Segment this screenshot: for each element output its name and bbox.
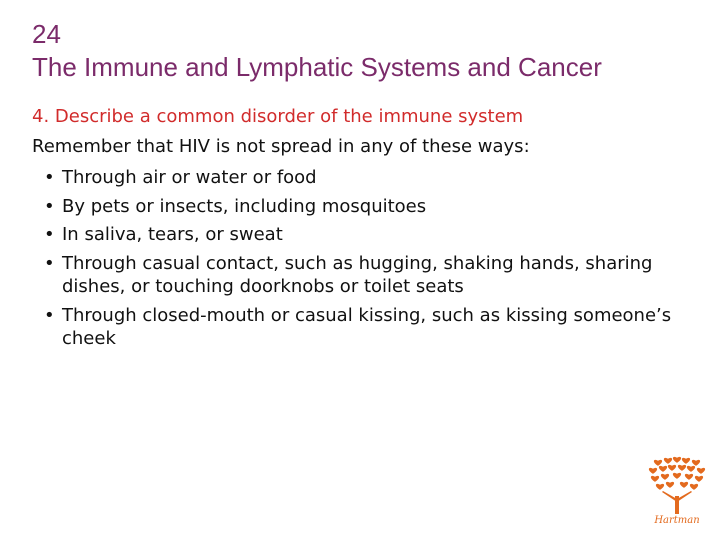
chapter-title: The Immune and Lymphatic Systems and Cancer — [32, 52, 602, 82]
slide-title — [32, 18, 602, 84]
heart-leaf — [682, 458, 690, 464]
bullet-item: • Through air or water or food — [32, 166, 672, 190]
heart-leaf — [687, 466, 695, 472]
heart-leaf — [656, 484, 664, 490]
heart-leaf — [668, 465, 676, 471]
heart-leaf — [678, 465, 686, 471]
heart-leaf — [661, 474, 669, 480]
bullet-list — [32, 166, 672, 356]
heart-leaf — [695, 476, 703, 482]
heart-leaf — [680, 482, 688, 488]
heart-leaf — [654, 460, 662, 466]
heart-leaf — [685, 474, 693, 480]
bullet-item: • Through closed-mouth or casual kissing, such as kissing someone’s cheek — [32, 304, 672, 351]
heart-leaf — [659, 466, 667, 472]
bullet-item: • In saliva, tears, or sweat — [32, 223, 672, 247]
slide-subtitle: 4. Describe a common disorder of the immune system — [32, 106, 524, 127]
heart-leaf — [692, 460, 700, 466]
bullet-item: • Through casual contact, such as hugging, shaking hands, sharing dishes, or touching doorknobs or toilet seats — [32, 252, 672, 299]
intro-text: Remember that HIV is not spread in any of these ways: — [32, 136, 530, 157]
heart-leaf — [666, 482, 674, 488]
chapter-number: 24 — [32, 19, 61, 49]
heart-leaf — [673, 457, 681, 463]
heart-leaf — [651, 476, 659, 482]
heart-leaf — [664, 458, 672, 464]
heart-leaf — [697, 468, 705, 474]
logo-text: Hartman — [654, 515, 700, 526]
heart-leaf — [673, 473, 681, 479]
bullet-item: • By pets or insects, including mosquitoes — [32, 195, 672, 219]
heart-leaf — [649, 468, 657, 474]
heart-leaf — [690, 484, 698, 490]
